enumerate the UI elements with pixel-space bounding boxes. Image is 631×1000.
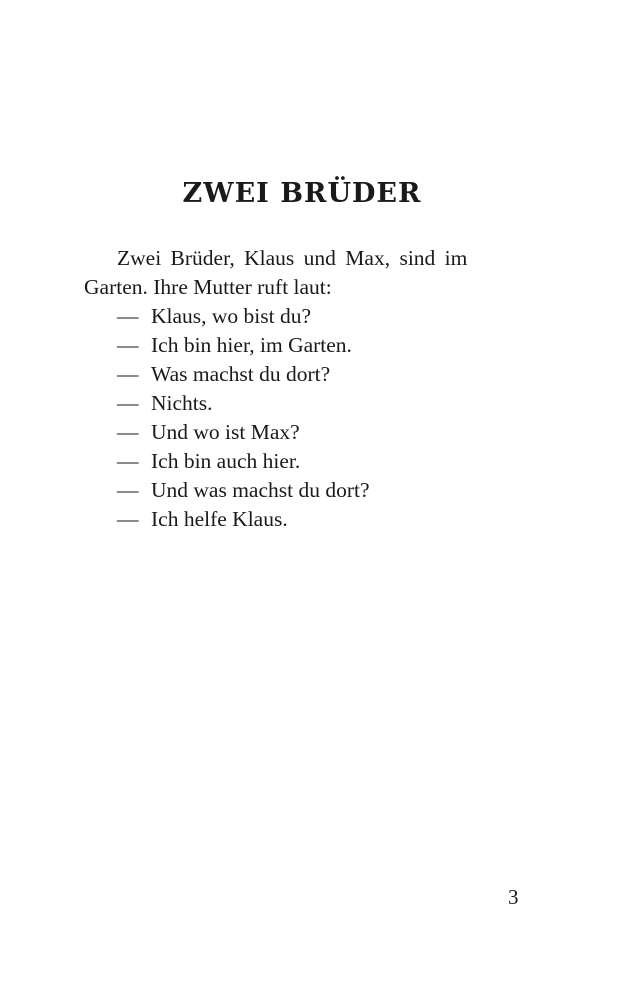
paragraph-line-2: Garten. Ihre Mutter ruft laut: [84,275,332,299]
dialogue-line [84,360,524,389]
dialogue-line [84,505,524,534]
dialogue-dash: — [117,507,139,531]
dialogue-text: Ich bin hier, im Garten. [151,333,352,357]
dialogue-dash: — [117,449,139,473]
dialogue-dash: — [117,391,139,415]
dialogue-text: Und was machst du dort? [151,478,370,502]
dialogue-dash: — [117,420,139,444]
dialogue-line [84,389,524,418]
dialogue-text: Was machst du dort? [151,362,331,386]
dialogue-dash: — [117,333,139,357]
dialogue-line [84,476,524,505]
dialogue-line [84,302,524,331]
dialogue-text: Und wo ist Max? [151,420,300,444]
dialogue-text: Ich helfe Klaus. [151,507,288,531]
dialogue-text: Nichts. [151,391,213,415]
dialogue-dash: — [117,362,139,386]
story-text [84,244,524,534]
dialogue-dash: — [117,304,139,328]
dialogue-line [84,331,524,360]
dialogue-line [84,418,524,447]
dialogue-text: Ich bin auch hier. [151,449,301,473]
paragraph-line-1: Zwei Brüder, Klaus und Max, sind im [117,246,468,270]
page-number: 3 [508,885,519,909]
dialogue-line [84,447,524,476]
dialogue-dash: — [117,478,139,502]
dialogue-text: Klaus, wo bist du? [151,304,312,328]
chapter-title: ZWEI BRÜDER [182,178,422,209]
